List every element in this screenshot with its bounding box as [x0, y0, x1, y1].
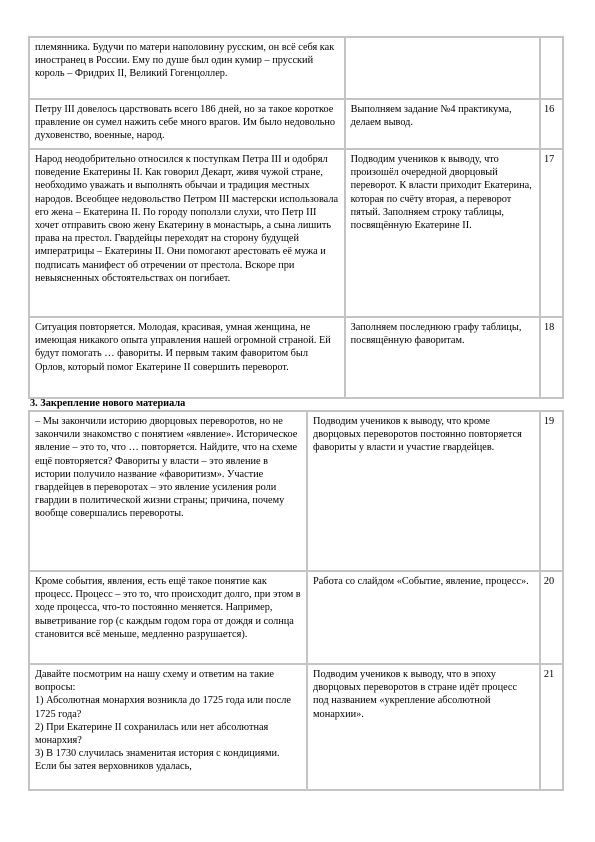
content-cell: Кроме события, явления, есть ещё такое понятие как процесс. Процесс – это то, что происходит долго, при этом в ходе процесса, что-то постоянно меняется. Например, выветривание гор (с каждым годом гора от дождя и солнца становится всё меньше, медленно разрушается). [30, 572, 308, 665]
question-intro: Давайте посмотрим на нашу схему и ответим на такие вопросы: [35, 669, 274, 694]
table-row [30, 572, 562, 665]
content-cell: – Мы закончили историю дворцовых переворотов, но не закончили знакомство с понятием «явление». Историческое явление – это то, что … повторяется. Найдите, что на схеме ещё повторяется? Фавориты у власти – это явление в истории получило название «фаворитизм». Участие гвардейцев в переворотах – это явление усиления роли гвардии в политической жизни страны; причина, почему вообще совершались перевороты. [30, 412, 308, 572]
content-cell: племянника. Будучи по матери наполовину русским, он всё себя как иностранец в России. Ему по душе был один кумир – прусский король – Фридрих II, Великий Гогенцоллер. [30, 38, 346, 100]
slide-number-cell: 20 [541, 572, 562, 665]
table-row [30, 318, 562, 397]
content-cell: Петру III довелось царствовать всего 186 дней, но за такое короткое правление он сумел нажить себе много врагов. Им было недовольно духовенство, военные, народ. [30, 100, 346, 150]
table-row [30, 665, 562, 789]
slide-number-cell: 19 [541, 412, 562, 572]
slide-number-cell: 16 [541, 100, 562, 150]
action-cell: Подводим учеников к выводу, что кроме дворцовых переворотов постоянно повторяется фавориты у власти и участие гвардейцев. [308, 412, 541, 572]
content-cell [30, 665, 308, 789]
slide-number-cell: 18 [543, 322, 555, 333]
slide-number-cell: 17 [541, 150, 562, 318]
slide-number-cell [541, 38, 562, 100]
question-1: 1) Абсолютная монархия возникла до 1725 года или после 1725 года? [35, 695, 291, 720]
action-cell: Работа со слайдом «Событие, явление, процесс». [308, 572, 541, 665]
table-row [30, 150, 562, 318]
action-cell: Заполняем последнюю графу таблицы, посвящённую фаворитам. [346, 318, 541, 397]
table-row [30, 38, 562, 100]
action-cell: Выполняем задание №4 практикума, делаем вывод. [346, 100, 541, 150]
question-2: 2) При Екатерине II сохранилась или нет абсолютная монархия? [35, 721, 269, 747]
section-heading: 3. Закрепление нового материала [30, 398, 186, 409]
lesson-table-bottom [28, 410, 564, 791]
action-cell: Подводим учеников к выводу, что произошёл очередной дворцовый переворот. К власти приходит Екатерина, которая по счёту вторая, а переворот пятый. Заполняем строку таблицы, посвящённую Екатерине II. [346, 150, 541, 318]
question-3: 3) В 1730 случилась знаменитая история с кондициями. Если бы затея верховников удалась, [35, 748, 280, 773]
slide-number-cell: 21 [543, 669, 555, 680]
content-cell: Ситуация повторяется. Молодая, красивая, умная женщина, не имеющая никакого опыта управления нашей огромной страной. Ей будут помогать … фавориты. И первым таким фаворитом был Орлов, который помог Екатерине II совершить переворот. [30, 318, 346, 397]
lesson-table-top [28, 36, 564, 399]
content-cell: Народ неодобрительно относился к поступкам Петра III и одобрял поведение Екатерины II. Как говорил Декарт, живя чужой стране, необходимо уважать и выполнять обычаи и традиция местных народов. Всеобщее недовольство Петром III мастерски использовала его жена – Екатерина II. По городу поползли слухи, что Петр III хочет отправить свою жену Екатерину в монастырь, а сына лишить права на престол. Гвардейцы переходят на сторону будущей императрицы – Екатерины II. Они помогают арестовать её мужа и подписать манифест об отречении от престола. Вскоре при невыясненных обстоятельствах он погибает. [30, 150, 346, 318]
table-row [30, 412, 562, 572]
table-row [30, 100, 562, 150]
action-cell [346, 38, 541, 100]
action-cell: Подводим учеников к выводу, что в эпоху дворцовых переворотов в стране идёт процесс под названием «укрепление абсолютной монархии». [308, 665, 541, 789]
